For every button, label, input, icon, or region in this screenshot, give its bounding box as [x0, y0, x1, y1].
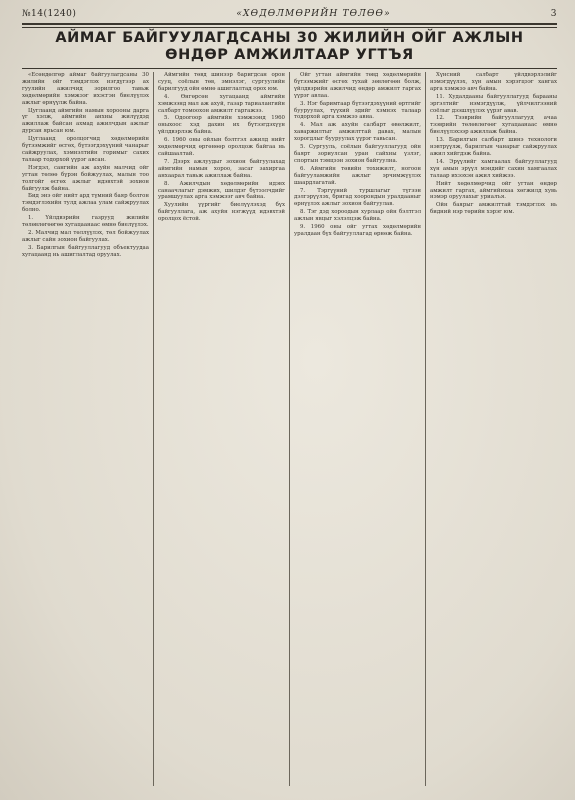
headline-rule — [22, 68, 557, 69]
paragraph: Ойн баярыг амжилттай тэмдэглэх нь бидний нэр төрийн хэрэг юм. — [430, 202, 557, 216]
paragraph: Нийт хөдөлмөрчид ойг угтан өндөр амжилт гаргах, аймгийнхаа хөгжилд хувь нэмэр оруулахыг уриалъя. — [430, 180, 557, 201]
paragraph: 12. Тээврийн байгууллагууд ачаа тээврийн төлөвлөгөөг хугацаанаас өмнө биелүүлэхээр ажиллаж байна. — [430, 115, 557, 136]
paragraph: 6. Аймгийн төвийн тохижилт, ногоон байгууламжийн ажлыг эрчимжүүлэх шаардлагатай. — [294, 165, 421, 186]
masthead — [22, 6, 557, 22]
newspaper-name: «ХӨДӨЛМӨРИЙН ТӨЛӨӨ» — [236, 9, 391, 19]
paragraph: 5. Одоогоор аймгийн хэмжээнд 1960 оныхоос хэд дахин их бүтээгдэхүүн үйлдвэрлэж байна. — [158, 115, 285, 136]
paragraph: Хуулийн үүргийг биелүүлэхэд бүх байгууллага, аж ахуйн нэгжүүд идэвхтэй оролцох ёстой. — [158, 202, 285, 223]
paragraph: Ойг угтан аймгийн төвд хөдөлмөрийн бүтээмжийг өсгөх тухай зөвлөгөөн болж, үйлдвэрийн ажилчид өндөр амжилт гаргах үүрэг авлаа. — [294, 72, 421, 99]
article-columns — [22, 72, 557, 786]
paragraph: 7. Дээрх ажлуудыг зохион байгуулахад аймгийн намын хороо, засаг захиргаа анхаарал тавьж ажиллаж байна. — [158, 158, 285, 179]
article-column-4 — [425, 72, 557, 786]
paragraph: 1. Үйлдвэрийн газрууд жилийн төлөвлөгөөгөө хугацаанаас өмнө биелүүлэх. — [22, 215, 149, 229]
paragraph: 11. Худалдааны байгууллагууд барааны эргэлтийг нэмэгдүүлж, үйлчилгээний соёлыг дээшлүүлэх үүрэг авав. — [430, 93, 557, 114]
page-number: 3 — [550, 9, 557, 19]
paragraph: «Ёсөндөлгөр аймаг байгуулагдсаны 30 жилийн ойг тэмдэглэх нэгдүгээр ах гуулийн ажилчид зорилгоо тавьж хөдөлмөрийн хэмжээг ихэсгэн биелүүлэх ажлыг өрнүүлж байна. — [22, 72, 149, 106]
paragraph: 4. Мал аж ахуйн салбарт өвөлжилт, хаваржилтыг амжилттай давах, малын хорогдлыг бууруулах үүрэг тавьсан. — [294, 122, 421, 143]
paragraph: 9. 1960 оны ойг угтах хөдөлмөрийн уралдаан бүх байгууллагад өрнөж байна. — [294, 224, 421, 237]
paragraph: Цуглаанд оролцогчид хөдөлмөрийн бүтээмжийг өсгөх, бүтээгдэхүүний чанарыг сайжруулах, хэмнэлтийн горимыг сахих талаар тодорхой үүрэг авсан. — [22, 136, 149, 163]
headline — [22, 30, 557, 64]
paragraph: Цуглаанд аймгийн намын хорооны дарга үг хэлж, аймгийн анхны жилүүдэд ажиллаж байсан ахмад ажилчдын ажлыг дурсан ярьсан юм. — [22, 107, 149, 135]
paragraph: Хүнсний салбарт үйлдвэрлэлийг нэмэгдүүлэх, хүн амын хэрэгцээг хангах арга хэмжээ авч байна. — [430, 72, 557, 92]
headline-line-1: АЙМАГ БАЙГУУЛАГДСАНЫ 30 ЖИЛИЙН ОЙГ АЖЛЫН — [55, 30, 524, 46]
paragraph: Нэгдэл, сангийн аж ахуйн малчид ойг угтан төлөө бүрэн бойжуулах, малын тоо толгойг өсгөх ажлыг идэвхтэй зохион байгуулж байна. — [22, 164, 149, 192]
paragraph: Аймгийн төвд шинээр баригдсан орон сууц, соёлын төв, эмнэлэг, сургуулийн барилгууд ойн өмнө ашиглалтад орох юм. — [158, 72, 285, 92]
paragraph: 13. Барилгын салбарт шинэ технологи нэвтрүүлж, барилгын чанарыг сайжруулах ажил хийгдэж байна. — [430, 137, 557, 157]
paragraph: 7. Тэргүүний туршлагыг түгээн дэлгэрүүлэх, бригад хоорондын уралдааныг өрнүүлэх ажлыг зохион байгуулав. — [294, 187, 421, 208]
issue-number: №14(1240) — [22, 9, 77, 19]
paragraph: 5. Сургууль, соёлын байгууллагууд ойн баярт зориулсан уран сайхны үзлэг, спортын тэмцээн зохион байгуулна. — [294, 144, 421, 164]
paragraph: 8. Тэг дэд хороодын хурлаар ойн бэлтгэл ажлын явцыг хэлэлцэж байна. — [294, 209, 421, 223]
paragraph: Бид энэ ойг нийт ард түмний баяр болгон тэмдэглэхийн тулд ажлаа улам сайжруулах болно. — [22, 193, 149, 214]
paragraph: 8. Ажилчдын хөдөлмөрийн идэвх санаачлагыг дэмжих, шилдэг бүтээлчдийг урамшуулах арга хэмжээг авч байна. — [158, 180, 285, 201]
headline-line-2: ӨНДӨР АМЖИЛТААР УГТЪЯ — [165, 47, 414, 63]
paragraph: 4. Өнгөрсөн хугацаанд аймгийн хэмжээнд мал аж ахуй, газар тариалангийн салбарт томоохон амжилт гаргажээ. — [158, 93, 285, 114]
article-column-1 — [22, 72, 153, 786]
paragraph: 2. Малчид мал төллүүлэх, төл бойжуулах ажлыг сайн зохион байгуулах. — [22, 229, 149, 243]
paragraph: 14. Эрүүлийг хамгаалах байгууллагууд хүн амын эрүүл мэндийг сахин хамгаалах талаар ихээхэн ажил хийжээ. — [430, 158, 557, 179]
article-column-3 — [289, 72, 425, 786]
article-column-2 — [153, 72, 289, 786]
paragraph: 6. 1960 оны ойлын бэлтгэл ажилд нийт хөдөлмөрчид өргөнөөр оролцож байгаа нь сайшаалтай. — [158, 137, 285, 157]
paragraph: 3. Барилгын байгууллагууд объектуудаа хугацаанд нь ашиглалтад оруулах. — [22, 244, 149, 258]
masthead-rule-thick — [22, 23, 557, 25]
masthead-rule-thin — [22, 27, 557, 28]
paragraph: 3. Нэг баримтаар бүтээгдэхүүний өртгийг бууруулах, түүхий эдийг хэмнэх талаар тодорхой арга хэмжээ авна. — [294, 100, 421, 121]
